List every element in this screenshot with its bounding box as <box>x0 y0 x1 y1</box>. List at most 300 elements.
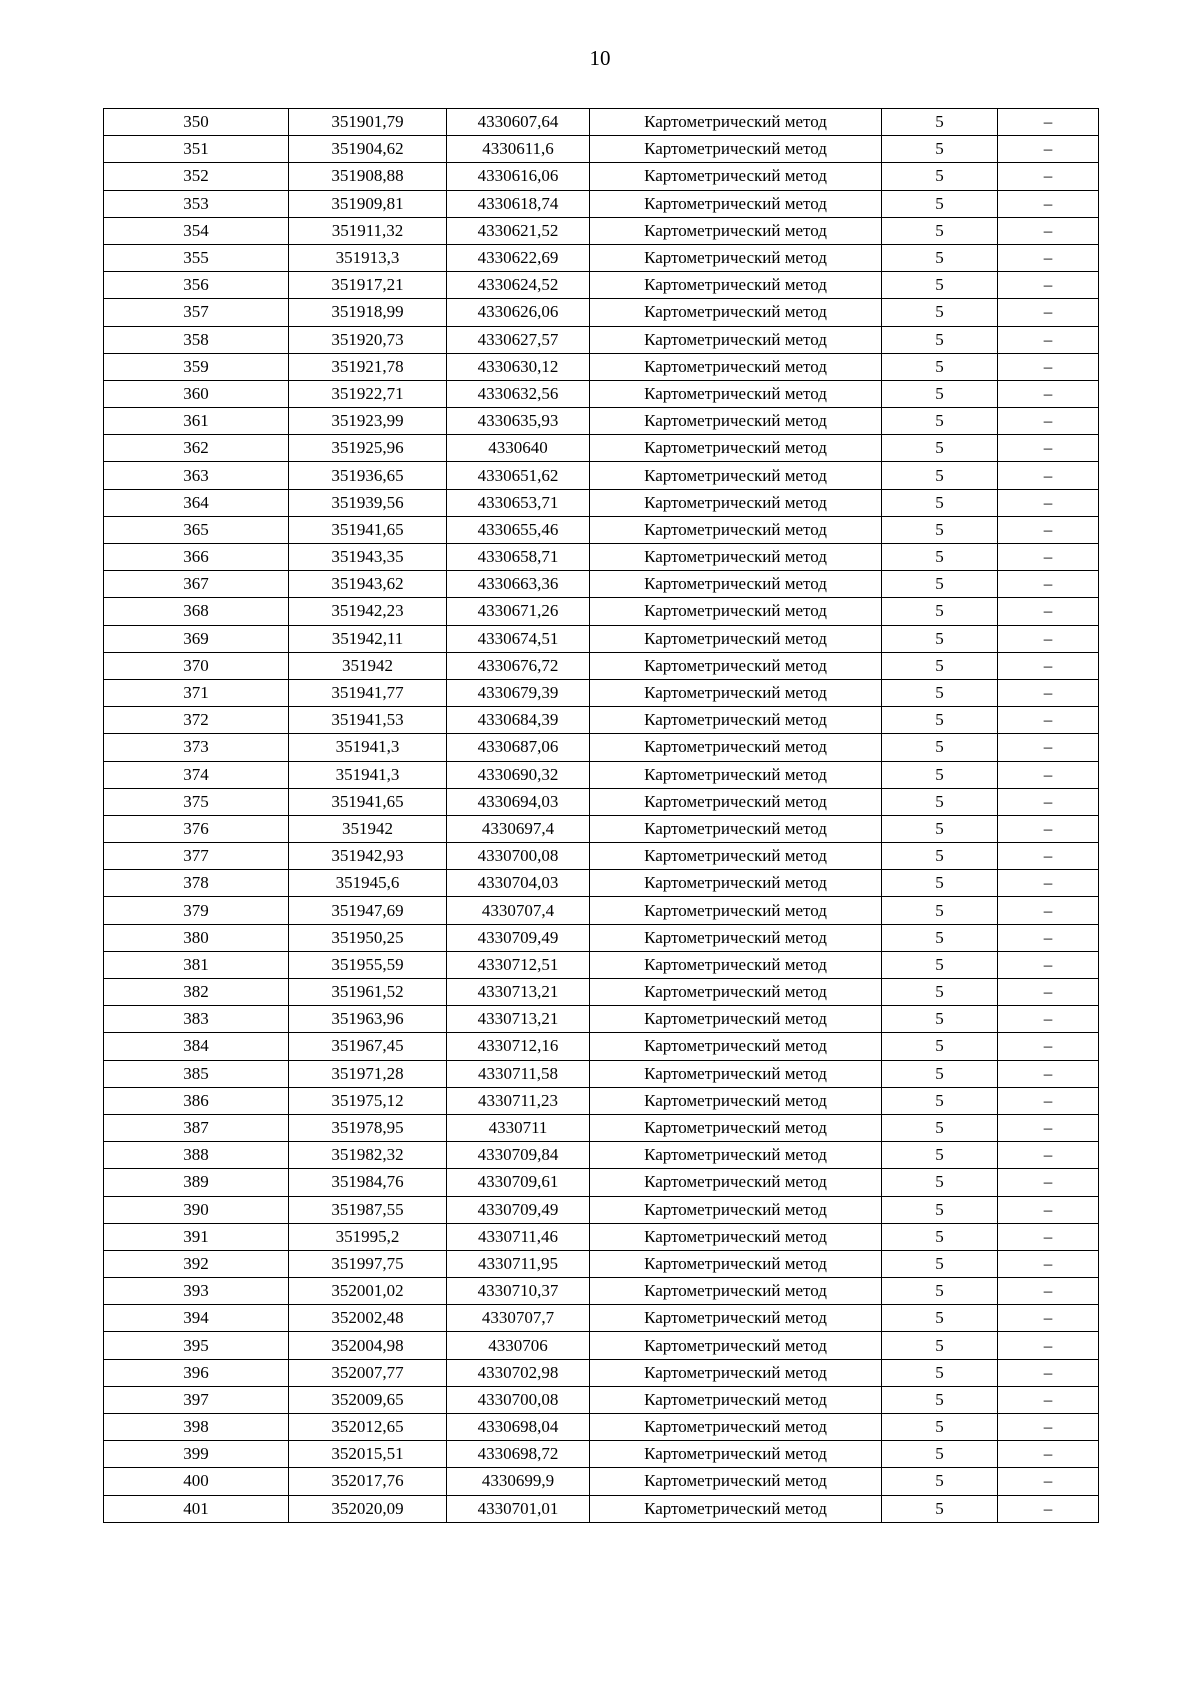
table-body <box>104 109 1099 1523</box>
note-cell: – <box>998 190 1099 217</box>
note-cell: – <box>998 979 1099 1006</box>
y-coordinate-cell: 4330653,71 <box>447 489 590 516</box>
method-cell: Картометрический метод <box>590 1495 882 1522</box>
table-row <box>104 625 1099 652</box>
y-coordinate-cell: 4330627,57 <box>447 326 590 353</box>
accuracy-cell: 5 <box>882 136 998 163</box>
method-cell: Картометрический метод <box>590 1386 882 1413</box>
accuracy-cell: 5 <box>882 788 998 815</box>
y-coordinate-cell: 4330687,06 <box>447 734 590 761</box>
note-cell: – <box>998 598 1099 625</box>
point-number-cell: 376 <box>104 815 289 842</box>
x-coordinate-cell: 351995,2 <box>289 1223 447 1250</box>
method-cell: Картометрический метод <box>590 734 882 761</box>
x-coordinate-cell: 351904,62 <box>289 136 447 163</box>
table-row <box>104 734 1099 761</box>
method-cell: Картометрический метод <box>590 353 882 380</box>
method-cell: Картометрический метод <box>590 380 882 407</box>
point-number-cell: 353 <box>104 190 289 217</box>
note-cell: – <box>998 707 1099 734</box>
table-row <box>104 544 1099 571</box>
note-cell: – <box>998 843 1099 870</box>
x-coordinate-cell: 351942,23 <box>289 598 447 625</box>
point-number-cell: 401 <box>104 1495 289 1522</box>
method-cell: Картометрический метод <box>590 190 882 217</box>
y-coordinate-cell: 4330640 <box>447 435 590 462</box>
accuracy-cell: 5 <box>882 272 998 299</box>
x-coordinate-cell: 352015,51 <box>289 1441 447 1468</box>
accuracy-cell: 5 <box>882 815 998 842</box>
note-cell: – <box>998 408 1099 435</box>
accuracy-cell: 5 <box>882 652 998 679</box>
point-number-cell: 357 <box>104 299 289 326</box>
point-number-cell: 393 <box>104 1278 289 1305</box>
table-row <box>104 435 1099 462</box>
note-cell: – <box>998 489 1099 516</box>
y-coordinate-cell: 4330679,39 <box>447 679 590 706</box>
table-row <box>104 598 1099 625</box>
point-number-cell: 386 <box>104 1087 289 1114</box>
y-coordinate-cell: 4330618,74 <box>447 190 590 217</box>
note-cell: – <box>998 462 1099 489</box>
note-cell: – <box>998 1386 1099 1413</box>
y-coordinate-cell: 4330621,52 <box>447 217 590 244</box>
accuracy-cell: 5 <box>882 625 998 652</box>
table-row <box>104 815 1099 842</box>
table-row <box>104 489 1099 516</box>
x-coordinate-cell: 351942,11 <box>289 625 447 652</box>
note-cell: – <box>998 1495 1099 1522</box>
note-cell: – <box>998 870 1099 897</box>
point-number-cell: 378 <box>104 870 289 897</box>
method-cell: Картометрический метод <box>590 1006 882 1033</box>
y-coordinate-cell: 4330651,62 <box>447 462 590 489</box>
y-coordinate-cell: 4330712,51 <box>447 951 590 978</box>
x-coordinate-cell: 351961,52 <box>289 979 447 1006</box>
point-number-cell: 400 <box>104 1468 289 1495</box>
method-cell: Картометрический метод <box>590 1250 882 1277</box>
x-coordinate-cell: 351975,12 <box>289 1087 447 1114</box>
method-cell: Картометрический метод <box>590 707 882 734</box>
method-cell: Картометрический метод <box>590 815 882 842</box>
x-coordinate-cell: 351920,73 <box>289 326 447 353</box>
table-row <box>104 1114 1099 1141</box>
point-number-cell: 385 <box>104 1060 289 1087</box>
note-cell: – <box>998 1250 1099 1277</box>
method-cell: Картометрический метод <box>590 217 882 244</box>
point-number-cell: 390 <box>104 1196 289 1223</box>
method-cell: Картометрический метод <box>590 951 882 978</box>
accuracy-cell: 5 <box>882 1250 998 1277</box>
note-cell: – <box>998 544 1099 571</box>
accuracy-cell: 5 <box>882 516 998 543</box>
table-row <box>104 788 1099 815</box>
method-cell: Картометрический метод <box>590 1278 882 1305</box>
method-cell: Картометрический метод <box>590 408 882 435</box>
accuracy-cell: 5 <box>882 1060 998 1087</box>
y-coordinate-cell: 4330711,46 <box>447 1223 590 1250</box>
accuracy-cell: 5 <box>882 1305 998 1332</box>
table-row <box>104 1441 1099 1468</box>
point-number-cell: 374 <box>104 761 289 788</box>
point-number-cell: 380 <box>104 924 289 951</box>
note-cell: – <box>998 571 1099 598</box>
note-cell: – <box>998 734 1099 761</box>
note-cell: – <box>998 435 1099 462</box>
table-row <box>104 462 1099 489</box>
note-cell: – <box>998 788 1099 815</box>
x-coordinate-cell: 352012,65 <box>289 1414 447 1441</box>
y-coordinate-cell: 4330616,06 <box>447 163 590 190</box>
table-row <box>104 870 1099 897</box>
table-row <box>104 1087 1099 1114</box>
x-coordinate-cell: 351943,35 <box>289 544 447 571</box>
x-coordinate-cell: 351939,56 <box>289 489 447 516</box>
x-coordinate-cell: 351913,3 <box>289 244 447 271</box>
accuracy-cell: 5 <box>882 1087 998 1114</box>
point-number-cell: 352 <box>104 163 289 190</box>
note-cell: – <box>998 1359 1099 1386</box>
accuracy-cell: 5 <box>882 380 998 407</box>
x-coordinate-cell: 351923,99 <box>289 408 447 435</box>
method-cell: Картометрический метод <box>590 1060 882 1087</box>
accuracy-cell: 5 <box>882 109 998 136</box>
accuracy-cell: 5 <box>882 1386 998 1413</box>
method-cell: Картометрический метод <box>590 571 882 598</box>
point-number-cell: 383 <box>104 1006 289 1033</box>
x-coordinate-cell: 351941,65 <box>289 788 447 815</box>
y-coordinate-cell: 4330699,9 <box>447 1468 590 1495</box>
y-coordinate-cell: 4330626,06 <box>447 299 590 326</box>
note-cell: – <box>998 679 1099 706</box>
x-coordinate-cell: 351922,71 <box>289 380 447 407</box>
accuracy-cell: 5 <box>882 679 998 706</box>
table-row <box>104 1223 1099 1250</box>
y-coordinate-cell: 4330698,72 <box>447 1441 590 1468</box>
point-number-cell: 350 <box>104 109 289 136</box>
accuracy-cell: 5 <box>882 489 998 516</box>
note-cell: – <box>998 1468 1099 1495</box>
accuracy-cell: 5 <box>882 1441 998 1468</box>
method-cell: Картометрический метод <box>590 435 882 462</box>
method-cell: Картометрический метод <box>590 136 882 163</box>
accuracy-cell: 5 <box>882 1006 998 1033</box>
point-number-cell: 365 <box>104 516 289 543</box>
method-cell: Картометрический метод <box>590 870 882 897</box>
point-number-cell: 377 <box>104 843 289 870</box>
method-cell: Картометрический метод <box>590 109 882 136</box>
method-cell: Картометрический метод <box>590 979 882 1006</box>
page-number: 10 <box>589 46 611 70</box>
y-coordinate-cell: 4330674,51 <box>447 625 590 652</box>
y-coordinate-cell: 4330700,08 <box>447 843 590 870</box>
y-coordinate-cell: 4330624,52 <box>447 272 590 299</box>
note-cell: – <box>998 924 1099 951</box>
table-row <box>104 679 1099 706</box>
accuracy-cell: 5 <box>882 1223 998 1250</box>
x-coordinate-cell: 351955,59 <box>289 951 447 978</box>
point-number-cell: 355 <box>104 244 289 271</box>
x-coordinate-cell: 351967,45 <box>289 1033 447 1060</box>
note-cell: – <box>998 1414 1099 1441</box>
method-cell: Картометрический метод <box>590 761 882 788</box>
accuracy-cell: 5 <box>882 1495 998 1522</box>
method-cell: Картометрический метод <box>590 1169 882 1196</box>
accuracy-cell: 5 <box>882 1278 998 1305</box>
point-number-cell: 381 <box>104 951 289 978</box>
point-number-cell: 371 <box>104 679 289 706</box>
y-coordinate-cell: 4330697,4 <box>447 815 590 842</box>
table-row <box>104 652 1099 679</box>
x-coordinate-cell: 352002,48 <box>289 1305 447 1332</box>
accuracy-cell: 5 <box>882 707 998 734</box>
y-coordinate-cell: 4330713,21 <box>447 979 590 1006</box>
table-row <box>104 1386 1099 1413</box>
note-cell: – <box>998 1441 1099 1468</box>
x-coordinate-cell: 351941,53 <box>289 707 447 734</box>
table-row <box>104 190 1099 217</box>
accuracy-cell: 5 <box>882 244 998 271</box>
note-cell: – <box>998 761 1099 788</box>
point-number-cell: 370 <box>104 652 289 679</box>
note-cell: – <box>998 1196 1099 1223</box>
x-coordinate-cell: 351997,75 <box>289 1250 447 1277</box>
method-cell: Картометрический метод <box>590 625 882 652</box>
point-number-cell: 389 <box>104 1169 289 1196</box>
accuracy-cell: 5 <box>882 299 998 326</box>
x-coordinate-cell: 351941,3 <box>289 734 447 761</box>
point-number-cell: 379 <box>104 897 289 924</box>
x-coordinate-cell: 351941,3 <box>289 761 447 788</box>
y-coordinate-cell: 4330690,32 <box>447 761 590 788</box>
x-coordinate-cell: 352004,98 <box>289 1332 447 1359</box>
accuracy-cell: 5 <box>882 951 998 978</box>
table-row <box>104 1495 1099 1522</box>
point-number-cell: 398 <box>104 1414 289 1441</box>
accuracy-cell: 5 <box>882 462 998 489</box>
coordinates-table <box>103 108 1099 1523</box>
x-coordinate-cell: 351942 <box>289 652 447 679</box>
method-cell: Картометрический метод <box>590 897 882 924</box>
y-coordinate-cell: 4330658,71 <box>447 544 590 571</box>
table-row <box>104 979 1099 1006</box>
x-coordinate-cell: 352001,02 <box>289 1278 447 1305</box>
table-row <box>104 571 1099 598</box>
point-number-cell: 356 <box>104 272 289 299</box>
y-coordinate-cell: 4330663,36 <box>447 571 590 598</box>
accuracy-cell: 5 <box>882 979 998 1006</box>
x-coordinate-cell: 351942 <box>289 815 447 842</box>
accuracy-cell: 5 <box>882 326 998 353</box>
x-coordinate-cell: 351947,69 <box>289 897 447 924</box>
accuracy-cell: 5 <box>882 924 998 951</box>
accuracy-cell: 5 <box>882 1169 998 1196</box>
table-row <box>104 1060 1099 1087</box>
point-number-cell: 363 <box>104 462 289 489</box>
method-cell: Картометрический метод <box>590 1441 882 1468</box>
point-number-cell: 397 <box>104 1386 289 1413</box>
x-coordinate-cell: 351909,81 <box>289 190 447 217</box>
point-number-cell: 382 <box>104 979 289 1006</box>
method-cell: Картометрический метод <box>590 1033 882 1060</box>
note-cell: – <box>998 326 1099 353</box>
table-row <box>104 1142 1099 1169</box>
accuracy-cell: 5 <box>882 1468 998 1495</box>
table-row <box>104 1414 1099 1441</box>
accuracy-cell: 5 <box>882 1142 998 1169</box>
accuracy-cell: 5 <box>882 598 998 625</box>
accuracy-cell: 5 <box>882 843 998 870</box>
method-cell: Картометрический метод <box>590 299 882 326</box>
accuracy-cell: 5 <box>882 1114 998 1141</box>
y-coordinate-cell: 4330632,56 <box>447 380 590 407</box>
note-cell: – <box>998 1033 1099 1060</box>
x-coordinate-cell: 351945,6 <box>289 870 447 897</box>
point-number-cell: 361 <box>104 408 289 435</box>
x-coordinate-cell: 351941,65 <box>289 516 447 543</box>
y-coordinate-cell: 4330700,08 <box>447 1386 590 1413</box>
point-number-cell: 394 <box>104 1305 289 1332</box>
x-coordinate-cell: 351982,32 <box>289 1142 447 1169</box>
x-coordinate-cell: 351918,99 <box>289 299 447 326</box>
note-cell: – <box>998 217 1099 244</box>
point-number-cell: 359 <box>104 353 289 380</box>
note-cell: – <box>998 1060 1099 1087</box>
table-row <box>104 1169 1099 1196</box>
x-coordinate-cell: 351936,65 <box>289 462 447 489</box>
y-coordinate-cell: 4330702,98 <box>447 1359 590 1386</box>
x-coordinate-cell: 352017,76 <box>289 1468 447 1495</box>
accuracy-cell: 5 <box>882 734 998 761</box>
x-coordinate-cell: 351963,96 <box>289 1006 447 1033</box>
y-coordinate-cell: 4330709,49 <box>447 924 590 951</box>
accuracy-cell: 5 <box>882 408 998 435</box>
method-cell: Картометрический метод <box>590 163 882 190</box>
note-cell: – <box>998 163 1099 190</box>
method-cell: Картометрический метод <box>590 1087 882 1114</box>
y-coordinate-cell: 4330707,7 <box>447 1305 590 1332</box>
method-cell: Картометрический метод <box>590 462 882 489</box>
point-number-cell: 362 <box>104 435 289 462</box>
note-cell: – <box>998 1006 1099 1033</box>
point-number-cell: 368 <box>104 598 289 625</box>
y-coordinate-cell: 4330676,72 <box>447 652 590 679</box>
accuracy-cell: 5 <box>882 1359 998 1386</box>
accuracy-cell: 5 <box>882 163 998 190</box>
y-coordinate-cell: 4330671,26 <box>447 598 590 625</box>
y-coordinate-cell: 4330707,4 <box>447 897 590 924</box>
note-cell: – <box>998 897 1099 924</box>
note-cell: – <box>998 652 1099 679</box>
note-cell: – <box>998 1114 1099 1141</box>
method-cell: Картометрический метод <box>590 1196 882 1223</box>
note-cell: – <box>998 815 1099 842</box>
y-coordinate-cell: 4330611,6 <box>447 136 590 163</box>
table-row <box>104 408 1099 435</box>
method-cell: Картометрический метод <box>590 1142 882 1169</box>
y-coordinate-cell: 4330710,37 <box>447 1278 590 1305</box>
note-cell: – <box>998 1142 1099 1169</box>
note-cell: – <box>998 272 1099 299</box>
y-coordinate-cell: 4330709,84 <box>447 1142 590 1169</box>
y-coordinate-cell: 4330622,69 <box>447 244 590 271</box>
method-cell: Картометрический метод <box>590 1359 882 1386</box>
method-cell: Картометрический метод <box>590 924 882 951</box>
point-number-cell: 392 <box>104 1250 289 1277</box>
table-row <box>104 109 1099 136</box>
x-coordinate-cell: 352020,09 <box>289 1495 447 1522</box>
y-coordinate-cell: 4330635,93 <box>447 408 590 435</box>
accuracy-cell: 5 <box>882 353 998 380</box>
y-coordinate-cell: 4330704,03 <box>447 870 590 897</box>
y-coordinate-cell: 4330712,16 <box>447 1033 590 1060</box>
point-number-cell: 364 <box>104 489 289 516</box>
method-cell: Картометрический метод <box>590 598 882 625</box>
method-cell: Картометрический метод <box>590 544 882 571</box>
x-coordinate-cell: 351917,21 <box>289 272 447 299</box>
y-coordinate-cell: 4330709,61 <box>447 1169 590 1196</box>
y-coordinate-cell: 4330706 <box>447 1332 590 1359</box>
table-row <box>104 1250 1099 1277</box>
x-coordinate-cell: 351971,28 <box>289 1060 447 1087</box>
point-number-cell: 396 <box>104 1359 289 1386</box>
method-cell: Картометрический метод <box>590 489 882 516</box>
note-cell: – <box>998 299 1099 326</box>
point-number-cell: 369 <box>104 625 289 652</box>
accuracy-cell: 5 <box>882 1196 998 1223</box>
point-number-cell: 391 <box>104 1223 289 1250</box>
note-cell: – <box>998 109 1099 136</box>
x-coordinate-cell: 351943,62 <box>289 571 447 598</box>
note-cell: – <box>998 1332 1099 1359</box>
y-coordinate-cell: 4330684,39 <box>447 707 590 734</box>
x-coordinate-cell: 351984,76 <box>289 1169 447 1196</box>
point-number-cell: 373 <box>104 734 289 761</box>
table-row <box>104 924 1099 951</box>
table-row <box>104 1468 1099 1495</box>
y-coordinate-cell: 4330709,49 <box>447 1196 590 1223</box>
point-number-cell: 395 <box>104 1332 289 1359</box>
note-cell: – <box>998 380 1099 407</box>
x-coordinate-cell: 351908,88 <box>289 163 447 190</box>
point-number-cell: 354 <box>104 217 289 244</box>
accuracy-cell: 5 <box>882 190 998 217</box>
table-row <box>104 707 1099 734</box>
table-row <box>104 1305 1099 1332</box>
note-cell: – <box>998 516 1099 543</box>
y-coordinate-cell: 4330607,64 <box>447 109 590 136</box>
point-number-cell: 375 <box>104 788 289 815</box>
y-coordinate-cell: 4330694,03 <box>447 788 590 815</box>
table-row <box>104 136 1099 163</box>
note-cell: – <box>998 1223 1099 1250</box>
method-cell: Картометрический метод <box>590 1305 882 1332</box>
x-coordinate-cell: 351911,32 <box>289 217 447 244</box>
table-row <box>104 1359 1099 1386</box>
point-number-cell: 358 <box>104 326 289 353</box>
y-coordinate-cell: 4330630,12 <box>447 353 590 380</box>
x-coordinate-cell: 351950,25 <box>289 924 447 951</box>
point-number-cell: 388 <box>104 1142 289 1169</box>
x-coordinate-cell: 351925,96 <box>289 435 447 462</box>
table-row <box>104 1196 1099 1223</box>
method-cell: Картометрический метод <box>590 1223 882 1250</box>
accuracy-cell: 5 <box>882 435 998 462</box>
note-cell: – <box>998 1278 1099 1305</box>
accuracy-cell: 5 <box>882 897 998 924</box>
accuracy-cell: 5 <box>882 761 998 788</box>
method-cell: Картометрический метод <box>590 326 882 353</box>
